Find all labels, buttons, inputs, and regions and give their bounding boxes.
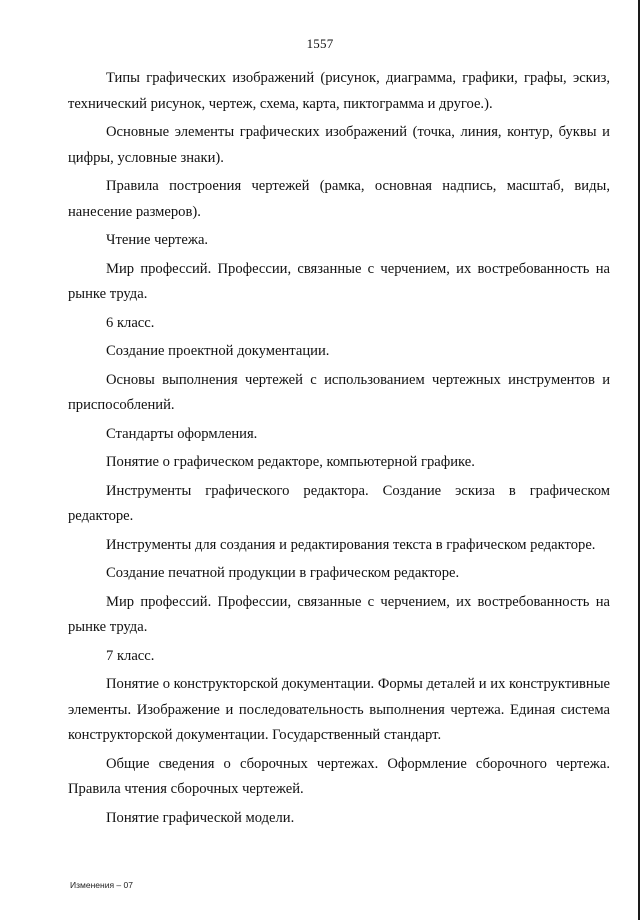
paragraph: Понятие графической модели. xyxy=(106,809,295,826)
paragraph: Стандарты оформления. xyxy=(106,425,258,442)
footer-revision-note: Изменения – 07 xyxy=(70,880,133,890)
paragraph: Создание печатной продукции в графическом редакторе. xyxy=(106,565,460,581)
paragraph: Типы графических изображений (рисунок, диаграмма, графики, графы, эскиз, технический рисунок, чертеж, схема, карта, пиктограмма и другое.). xyxy=(68,70,610,112)
paragraph: Инструменты для создания и редактирования текста в графическом редакторе. xyxy=(106,536,596,553)
page-number: 1557 xyxy=(306,36,334,51)
paragraph: Мир профессий. Профессии, связанные с черчением, их востребованность на рынке труда. xyxy=(68,260,610,302)
paragraph: Мир профессий. Профессии, связанные с черчением, их востребованность на рынке труда. xyxy=(68,593,610,635)
paragraph: Основы выполнения чертежей с использованием чертежных инструментов и приспособлений. xyxy=(68,371,610,413)
paragraph: Понятие о графическом редакторе, компьютерной графике. xyxy=(106,454,475,470)
paragraph: 7 класс. xyxy=(106,647,155,664)
paragraph: Понятие о конструкторской документации. Формы деталей и их конструктивные элементы. Изображение и последовательность выполнения чертежа. Единая система конструкторской документации. Государственный стандарт. xyxy=(68,676,610,743)
paragraph: Основные элементы графических изображений (точка, линия, контур, буквы и цифры, условные знаки). xyxy=(68,124,610,166)
paragraph: Создание проектной документации. xyxy=(106,343,330,359)
paragraph: Правила построения чертежей (рамка, основная надпись, масштаб, виды, нанесение размеров). xyxy=(68,178,610,220)
paragraph: Общие сведения о сборочных чертежах. Оформление сборочного чертежа. Правила чтения сборочных чертежей. xyxy=(68,755,610,797)
paragraph: Инструменты графического редактора. Создание эскиза в графическом редакторе. xyxy=(68,482,610,524)
paragraph: 6 класс. xyxy=(106,314,155,331)
page-content xyxy=(68,66,610,834)
paragraph: Чтение чертежа. xyxy=(106,232,209,248)
